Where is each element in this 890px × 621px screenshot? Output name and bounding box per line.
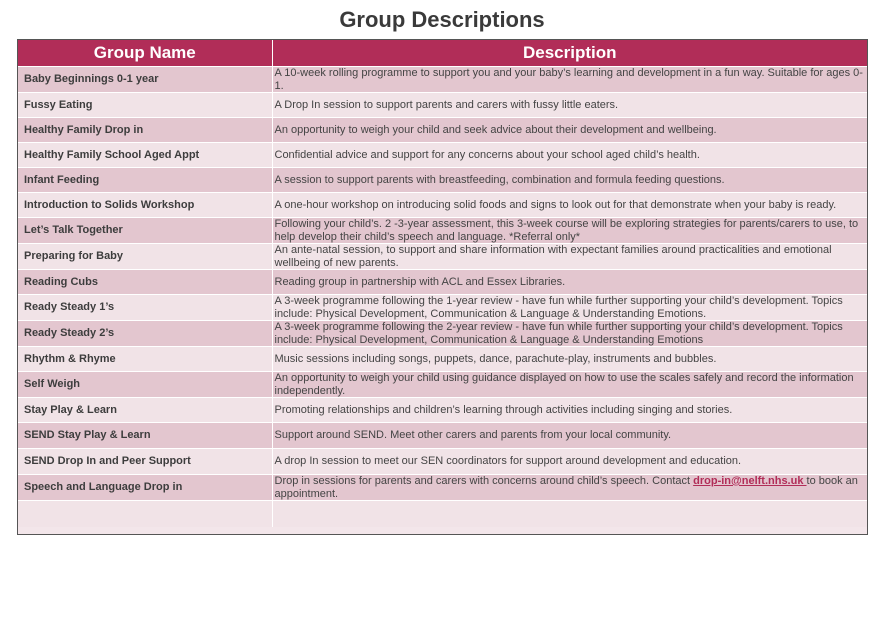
group-name-cell: Preparing for Baby [18,244,272,270]
description-text: Drop in sessions for parents and carers with concerns around child’s speech. Contact [274,475,694,487]
group-name-cell: Healthy Family Drop in [18,118,272,143]
description-cell: A Drop In session to support parents and carers with fussy little eaters. [272,93,867,118]
description-cell: Promoting relationships and children’s learning through activities including singing and stories. [272,398,867,423]
description-cell: An opportunity to weigh your child using guidance displayed on how to use the scales safely and record the information independently. [272,372,867,398]
table-row [18,295,867,321]
table-row [18,218,867,244]
description-cell: Reading group in partnership with ACL and Essex Libraries. [272,270,867,295]
description-cell: Following your child’s. 2 -3-year assessment, this 3-week course will be exploring strategies for parents/carers to use, to help develop their child’s speech and language. *Referral only* [272,218,867,244]
group-name-cell: SEND Stay Play & Learn [18,423,272,449]
table-row [18,168,867,193]
table-row [18,93,867,118]
group-descriptions-table [17,39,868,535]
group-name-cell: Speech and Language Drop in [18,475,272,501]
table-row [18,270,867,295]
group-name-cell: Introduction to Solids Workshop [18,193,272,218]
description-cell: A one-hour workshop on introducing solid foods and signs to look out for that demonstrate when your baby is ready. [272,193,867,218]
table-row [18,193,867,218]
group-name-cell: Baby Beginnings 0-1 year [18,67,272,93]
table-row [18,67,867,93]
group-name-cell: Ready Steady 1’s [18,295,272,321]
email-link[interactable]: drop-in@nelft.nhs.uk [693,475,807,487]
description-cell: A 10-week rolling programme to support you and your baby’s learning and development in a fun way. Suitable for ages 0-1. [272,67,867,93]
group-name-cell: Ready Steady 2’s [18,321,272,347]
group-name-cell: Healthy Family School Aged Appt [18,143,272,168]
empty-cell [18,501,272,528]
group-name-cell: Fussy Eating [18,93,272,118]
table-row [18,118,867,143]
table-row [18,372,867,398]
table-row [18,423,867,449]
description-cell: A session to support parents with breastfeeding, combination and formula feeding questions. [272,168,867,193]
description-cell: An ante-natal session, to support and share information with expectant families around practicalities and emotional wellbeing of new parents. [272,244,867,270]
group-name-cell: SEND Drop In and Peer Support [18,449,272,475]
group-name-cell: Let’s Talk Together [18,218,272,244]
table-row [18,475,867,501]
description-cell: A 3-week programme following the 1-year review - have fun while further supporting your child’s development. Topics include: Physical Development, Communication & Language & Understanding Emotions. [272,295,867,321]
table-row [18,321,867,347]
table-header-row [18,40,867,67]
description-cell: Confidential advice and support for any concerns about your school aged child’s health. [272,143,867,168]
empty-row [18,501,867,528]
description-cell: Music sessions including songs, puppets, dance, parachute-play, instruments and bubbles. [272,347,867,372]
column-header-group-name: Group Name [18,40,272,67]
table-row [18,347,867,372]
table-row [18,143,867,168]
description-cell: An opportunity to weigh your child and seek advice about their development and wellbeing. [272,118,867,143]
group-name-cell: Infant Feeding [18,168,272,193]
table-row [18,244,867,270]
description-cell: A 3-week programme following the 2-year review - have fun while further supporting your child’s development. Topics include: Physical Development, Communication & Language & Understanding Emotions [272,321,867,347]
group-name-cell: Rhythm & Rhyme [18,347,272,372]
column-header-description: Description [272,40,867,67]
group-name-cell: Self Weigh [18,372,272,398]
table-row [18,449,867,475]
description-text: to book an appointment. [274,475,858,500]
description-cell [272,475,867,501]
table-row [18,398,867,423]
page-title: Group Descriptions [339,7,545,32]
group-name-cell: Stay Play & Learn [18,398,272,423]
description-cell: A drop In session to meet our SEN coordinators for support around development and education. [272,449,867,475]
empty-cell [272,501,867,528]
description-cell: Support around SEND. Meet other carers and parents from your local community. [272,423,867,449]
group-name-cell: Reading Cubs [18,270,272,295]
